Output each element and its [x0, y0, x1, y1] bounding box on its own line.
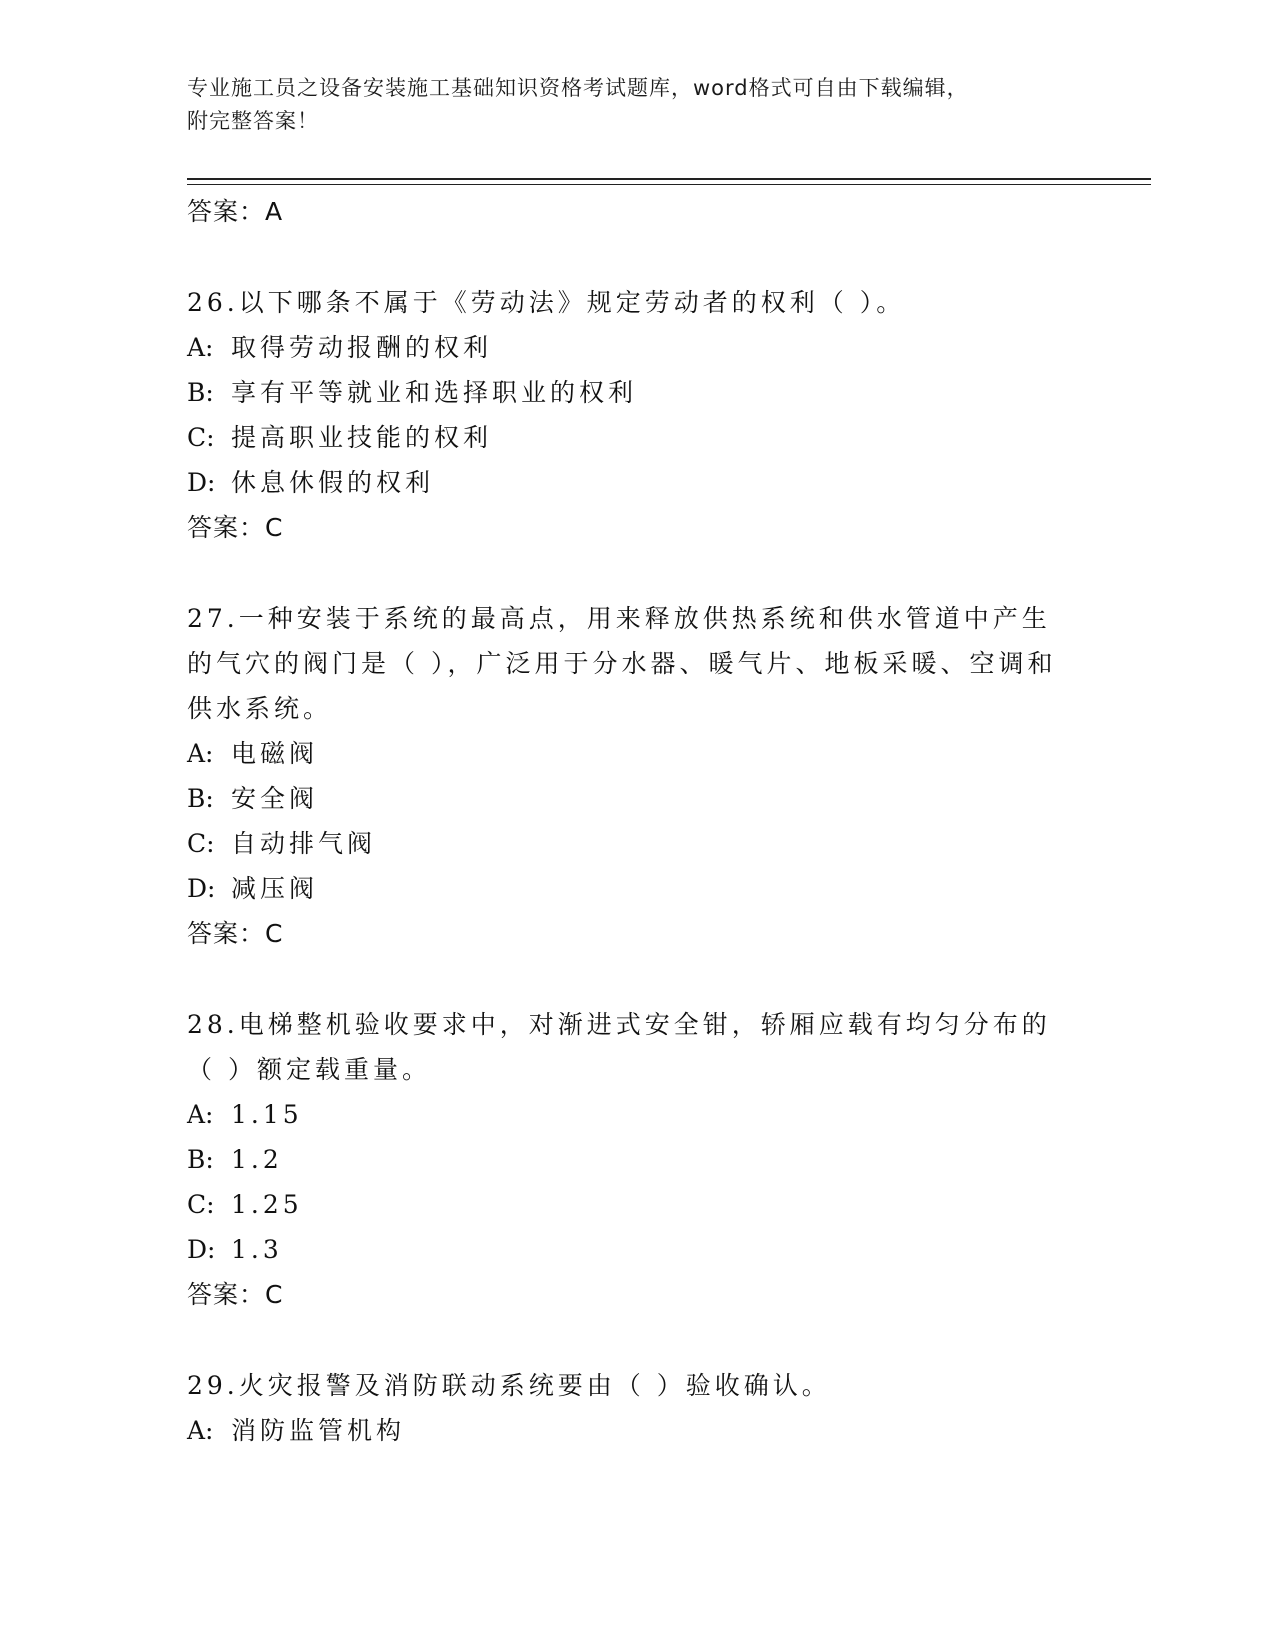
- header-line-2: 附完整答案！: [187, 109, 319, 133]
- option-d: [187, 460, 1087, 505]
- option-text: 提高职业技能的权利: [231, 423, 493, 452]
- option-text: 1.15: [231, 1100, 303, 1129]
- question-list: [187, 189, 1087, 1453]
- option-letter: B:: [187, 784, 214, 813]
- question-text: 27.一种安装于系统的最高点，用来释放供热系统和供水管道中产生的气穴的阀门是（ ），广泛用于分水器、暖气片、地板采暖、空调和供水系统。: [187, 604, 1057, 723]
- option-text: 自动排气阀: [231, 829, 377, 858]
- option-a: [187, 1092, 1087, 1137]
- question-text: 29.火灾报警及消防联动系统要由（ ）验收确认。: [187, 1371, 831, 1400]
- option-letter: D:: [187, 874, 216, 903]
- option-text: 减压阀: [231, 874, 319, 903]
- option-letter: A:: [187, 1416, 214, 1445]
- option-c: [187, 1182, 1087, 1227]
- option-b: [187, 1137, 1087, 1182]
- option-c: [187, 821, 1087, 866]
- option-d: [187, 1227, 1087, 1272]
- option-a: [187, 731, 1087, 776]
- question-text: 26.以下哪条不属于《劳动法》规定劳动者的权利（ ）。: [187, 288, 906, 317]
- option-b: [187, 370, 1087, 415]
- option-letter: D:: [187, 1235, 216, 1264]
- option-text: 消防监管机构: [231, 1416, 406, 1445]
- option-text: 电磁阀: [231, 739, 319, 768]
- header-divider-thick: [187, 178, 1151, 180]
- option-letter: C:: [187, 829, 215, 858]
- answer-line: 答案：C: [187, 919, 284, 948]
- header-line-1: 专业施工员之设备安装施工基础知识资格考试题库，word格式可自由下载编辑，: [187, 76, 969, 100]
- answer-line: 答案：A: [187, 197, 284, 226]
- option-text: 1.2: [231, 1145, 283, 1174]
- option-a: [187, 325, 1087, 370]
- option-letter: A:: [187, 333, 214, 362]
- option-text: 享有平等就业和选择职业的权利: [231, 378, 638, 407]
- question-text: 28.电梯整机验收要求中，对渐进式安全钳，轿厢应载有均匀分布的（ ）额定载重量。: [187, 1010, 1051, 1084]
- answer-line: 答案：C: [187, 513, 284, 542]
- option-text: 休息休假的权利: [231, 468, 435, 497]
- option-letter: A:: [187, 739, 214, 768]
- option-b: [187, 776, 1087, 821]
- option-letter: A:: [187, 1100, 214, 1129]
- option-text: 1.3: [231, 1235, 283, 1264]
- option-a: [187, 1408, 1087, 1453]
- option-text: 安全阀: [231, 784, 319, 813]
- option-c: [187, 415, 1087, 460]
- option-text: 取得劳动报酬的权利: [231, 333, 493, 362]
- option-letter: D:: [187, 468, 216, 497]
- option-letter: B:: [187, 378, 214, 407]
- option-letter: B:: [187, 1145, 214, 1174]
- option-letter: C:: [187, 1190, 215, 1219]
- option-letter: C:: [187, 423, 215, 452]
- header-divider-thin: [187, 184, 1151, 185]
- answer-line: 答案：C: [187, 1280, 284, 1309]
- page-header: [187, 72, 1077, 138]
- option-d: [187, 866, 1087, 911]
- option-text: 1.25: [231, 1190, 303, 1219]
